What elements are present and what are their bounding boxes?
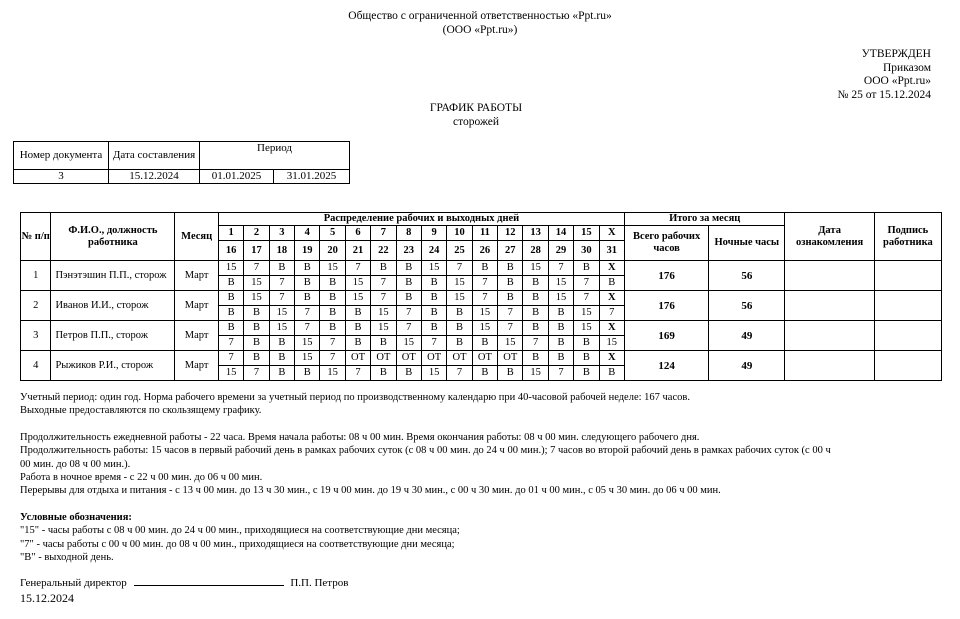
day-cell: В — [218, 276, 243, 291]
day-header-r2: 22 — [371, 241, 396, 261]
signature-cell — [874, 321, 941, 351]
day-header-r2: 27 — [498, 241, 523, 261]
day-cell: 7 — [244, 261, 269, 276]
day-cell: 15 — [269, 321, 294, 336]
day-cell: 15 — [548, 276, 573, 291]
day-cell: В — [498, 366, 523, 381]
doc-number-header: Номер документа — [14, 142, 109, 170]
day-cell: В — [421, 306, 446, 321]
day-cell: В — [599, 366, 624, 381]
day-cell: В — [447, 306, 472, 321]
day-cell: 7 — [218, 336, 243, 351]
note-work-duration-a: Продолжительность работы: 15 часов в первый рабочий день в рамках рабочих суток (с 08 ч 00 мин. до 24 ч 00 мин.); 7 часов во второй рабочий день в рамках рабочих суток (с 00 ч — [20, 445, 831, 457]
day-cell: В — [447, 321, 472, 336]
day-cell: 7 — [371, 276, 396, 291]
day-header-r1: 7 — [371, 226, 396, 241]
day-cell: 15 — [269, 306, 294, 321]
row-month: Март — [175, 291, 219, 321]
day-cell: 15 — [295, 336, 320, 351]
day-cell: В — [548, 306, 573, 321]
day-cell: 15 — [574, 306, 599, 321]
day-cell: 7 — [523, 336, 548, 351]
ack-date-cell — [785, 261, 874, 291]
approval-line1: Приказом — [882, 61, 931, 74]
day-header-r1: 5 — [320, 226, 345, 241]
day-cell: В — [523, 321, 548, 336]
day-cell: 15 — [472, 321, 497, 336]
day-cell: В — [295, 366, 320, 381]
day-cell: В — [396, 276, 421, 291]
day-header-r2: 16 — [218, 241, 243, 261]
day-cell: В — [218, 321, 243, 336]
day-cell: 15 — [447, 291, 472, 306]
month-header: Месяц — [175, 213, 219, 261]
day-cell: ОТ — [345, 351, 370, 366]
night-hours-value: 56 — [709, 291, 785, 321]
day-cell: 7 — [295, 306, 320, 321]
day-cell: 15 — [498, 336, 523, 351]
footer-signature — [20, 576, 348, 590]
day-cell: 15 — [371, 321, 396, 336]
day-cell: 15 — [244, 291, 269, 306]
signature-cell — [874, 261, 941, 291]
employee-name: Петров П.П., сторож — [51, 321, 175, 351]
day-header-r1: 4 — [295, 226, 320, 241]
row-month: Март — [175, 261, 219, 291]
note-daily-duration: Продолжительность ежедневной работы - 22 часа. Время начала работы: 08 ч 00 мин. Время окончания работы: 08 ч 00 мин. следующего рабочего дня. — [20, 431, 700, 443]
day-cell: В — [244, 321, 269, 336]
employee-name: Рыжиков Р.И., сторож — [51, 351, 175, 381]
doc-title-subtitle: сторожей — [453, 116, 499, 128]
day-cell: В — [269, 351, 294, 366]
day-cell: 7 — [269, 276, 294, 291]
night-hours-value: 49 — [709, 321, 785, 351]
day-header-r2: 26 — [472, 241, 497, 261]
day-cell: В — [295, 291, 320, 306]
day-cell: 7 — [472, 276, 497, 291]
day-cell: ОТ — [421, 351, 446, 366]
day-cell: X — [599, 351, 624, 366]
day-cell: 15 — [345, 276, 370, 291]
day-header-r2: 21 — [345, 241, 370, 261]
day-cell: 7 — [472, 291, 497, 306]
day-cell: 15 — [548, 291, 573, 306]
day-cell: 7 — [396, 306, 421, 321]
day-header-r2: 29 — [548, 241, 573, 261]
day-cell: 15 — [472, 306, 497, 321]
day-header-r2: 31 — [599, 241, 624, 261]
day-cell: В — [523, 276, 548, 291]
table-row — [21, 321, 942, 336]
day-cell: В — [599, 276, 624, 291]
night-hours-value: 49 — [709, 351, 785, 381]
day-header-r2: 23 — [396, 241, 421, 261]
day-cell: В — [472, 366, 497, 381]
org-name: Общество с ограниченной ответственностью «Ppt.ru» — [348, 10, 612, 22]
day-header-r2: 18 — [269, 241, 294, 261]
row-month: Март — [175, 321, 219, 351]
day-cell: В — [396, 291, 421, 306]
day-cell: 7 — [295, 321, 320, 336]
day-header-r1: 13 — [523, 226, 548, 241]
day-cell: В — [269, 366, 294, 381]
total-hours-value: 176 — [624, 291, 708, 321]
day-cell: 15 — [244, 276, 269, 291]
day-cell: В — [345, 306, 370, 321]
day-cell: В — [269, 336, 294, 351]
note-night-work: Работа в ночное время - с 22 ч 00 мин. до 06 ч 00 мин. — [20, 472, 263, 484]
day-cell: 7 — [548, 261, 573, 276]
day-cell: X — [599, 291, 624, 306]
totals-header: Итого за месяц — [624, 213, 784, 226]
day-cell: 7 — [421, 336, 446, 351]
day-header-r2: 19 — [295, 241, 320, 261]
day-cell: В — [320, 306, 345, 321]
day-cell: В — [295, 276, 320, 291]
day-cell: 15 — [421, 261, 446, 276]
day-cell: В — [548, 351, 573, 366]
day-cell: 15 — [320, 366, 345, 381]
day-cell: В — [498, 291, 523, 306]
row-number: 3 — [21, 321, 51, 351]
org-short-name: (ООО «Ppt.ru») — [442, 24, 518, 36]
day-header-r1: 8 — [396, 226, 421, 241]
day-cell: 15 — [523, 366, 548, 381]
day-cell: ОТ — [498, 351, 523, 366]
total-hours-value: 124 — [624, 351, 708, 381]
day-cell: 15 — [421, 366, 446, 381]
doc-date-header: Дата составления — [109, 142, 200, 170]
doc-period-to: 31.01.2025 — [274, 170, 350, 184]
day-cell: В — [371, 261, 396, 276]
day-cell: 7 — [574, 291, 599, 306]
day-cell: 15 — [320, 261, 345, 276]
day-cell: 7 — [244, 366, 269, 381]
approval-line3: № 25 от 15.12.2024 — [837, 88, 931, 101]
doc-number-value: 3 — [14, 170, 109, 184]
row-number: 1 — [21, 261, 51, 291]
approval-block — [838, 48, 931, 102]
day-cell: В — [574, 351, 599, 366]
day-cell: X — [599, 321, 624, 336]
day-header-r2: 24 — [421, 241, 446, 261]
day-cell: 7 — [218, 351, 243, 366]
day-cell: 7 — [548, 366, 573, 381]
day-header-r1: 3 — [269, 226, 294, 241]
night-hours-header: Ночные часы — [709, 226, 785, 261]
employee-name: Иванов И.И., сторож — [51, 291, 175, 321]
day-cell: В — [244, 336, 269, 351]
approval-title: УТВЕРЖДЕН — [861, 48, 931, 60]
day-header-r1: 14 — [548, 226, 573, 241]
day-cell: В — [574, 336, 599, 351]
day-cell: В — [218, 291, 243, 306]
day-header-r2: 30 — [574, 241, 599, 261]
day-cell: 7 — [599, 306, 624, 321]
table-row — [21, 261, 942, 276]
day-header-r1: 2 — [244, 226, 269, 241]
day-header-r1: 9 — [421, 226, 446, 241]
ack-date-cell — [785, 351, 874, 381]
table-row — [21, 351, 942, 366]
day-header-r1: 12 — [498, 226, 523, 241]
day-cell: ОТ — [396, 351, 421, 366]
day-header-r1: 1 — [218, 226, 243, 241]
day-cell: 15 — [447, 276, 472, 291]
day-header-r2: 28 — [523, 241, 548, 261]
day-cell: В — [548, 321, 573, 336]
doc-period-header: Период — [200, 142, 350, 170]
legend-title: Условные обозначения: — [20, 511, 132, 523]
day-cell: 15 — [523, 261, 548, 276]
legend-v: "В" - выходной день. — [20, 552, 114, 564]
day-header-r2: 17 — [244, 241, 269, 261]
day-cell: В — [523, 291, 548, 306]
day-cell: 7 — [269, 291, 294, 306]
day-cell: В — [548, 336, 573, 351]
distribution-header: Распределение рабочих и выходных дней — [218, 213, 624, 226]
day-cell: ОТ — [447, 351, 472, 366]
signature-cell — [874, 351, 941, 381]
day-cell: 15 — [371, 306, 396, 321]
day-cell: 7 — [320, 351, 345, 366]
director-name: П.П. Петров — [290, 577, 349, 589]
total-hours-value: 176 — [624, 261, 708, 291]
day-cell: 15 — [599, 336, 624, 351]
day-cell: В — [574, 261, 599, 276]
day-cell: В — [371, 366, 396, 381]
day-cell: В — [320, 291, 345, 306]
row-number: 2 — [21, 291, 51, 321]
doc-title-main: ГРАФИК РАБОТЫ — [429, 102, 523, 114]
note-days-off: Выходные предоставляются по скользящему графику. — [20, 405, 262, 417]
day-cell: X — [599, 261, 624, 276]
day-cell: 15 — [218, 366, 243, 381]
day-cell: В — [421, 276, 446, 291]
doc-period-from: 01.01.2025 — [200, 170, 274, 184]
day-header-r1: X — [599, 226, 624, 241]
day-cell: В — [498, 276, 523, 291]
director-label: Генеральный директор — [20, 577, 127, 589]
day-header-r1: 11 — [472, 226, 497, 241]
footer-date: 15.12.2024 — [20, 591, 74, 605]
org-header — [0, 9, 960, 37]
day-cell: В — [345, 321, 370, 336]
day-cell: В — [345, 336, 370, 351]
day-cell: 7 — [320, 336, 345, 351]
day-cell: 15 — [574, 321, 599, 336]
day-header-r1: 6 — [345, 226, 370, 241]
note-work-duration-b: 00 мин. до 08 ч 00 мин.). — [20, 458, 131, 470]
day-cell: 15 — [396, 336, 421, 351]
doc-date-value: 15.12.2024 — [109, 170, 200, 184]
row-number: 4 — [21, 351, 51, 381]
day-cell: В — [320, 276, 345, 291]
total-hours-value: 169 — [624, 321, 708, 351]
day-cell: В — [218, 306, 243, 321]
day-cell: 7 — [345, 261, 370, 276]
table-row — [21, 291, 942, 306]
day-cell: ОТ — [472, 351, 497, 366]
day-cell: В — [269, 261, 294, 276]
day-cell: 15 — [345, 291, 370, 306]
day-cell: ОТ — [371, 351, 396, 366]
day-cell: 7 — [371, 291, 396, 306]
employee-name: Пэнэтэшин П.П., сторож — [51, 261, 175, 291]
day-cell: В — [371, 336, 396, 351]
signature-cell — [874, 291, 941, 321]
day-header-r1: 10 — [447, 226, 472, 241]
night-hours-value: 56 — [709, 261, 785, 291]
legend-7: "7" - часы работы с 00 ч 00 мин. до 08 ч 00 мин., приходящиеся на соответствующие дни месяца; — [20, 538, 455, 550]
day-cell: В — [244, 351, 269, 366]
day-cell: В — [396, 261, 421, 276]
document-info-table — [13, 141, 350, 184]
note-breaks: Перерывы для отдыха и питания - с 13 ч 00 мин. до 13 ч 30 мин., с 19 ч 00 мин. до 19 ч 30 мин., с 00 ч 30 мин. до 01 ч 00 мин., с 05 ч 30 мин. до 06 ч 00 мин. — [20, 485, 721, 497]
day-cell: 7 — [574, 276, 599, 291]
legend-15: "15" - часы работы с 08 ч 00 мин. до 24 ч 00 мин., приходящиеся на соответствующие дни месяца; — [20, 525, 460, 537]
day-header-r1: 15 — [574, 226, 599, 241]
day-cell: В — [244, 306, 269, 321]
ack-date-cell — [785, 291, 874, 321]
day-cell: В — [421, 291, 446, 306]
fio-header: Ф.И.О., должность работника — [51, 213, 175, 261]
day-cell: В — [396, 366, 421, 381]
day-cell: В — [320, 321, 345, 336]
day-cell: 15 — [218, 261, 243, 276]
day-header-r2: 20 — [320, 241, 345, 261]
day-cell: В — [472, 336, 497, 351]
day-cell: 7 — [498, 321, 523, 336]
day-cell: 7 — [447, 366, 472, 381]
total-hours-header: Всего рабочих часов — [624, 226, 708, 261]
day-header-r2: 25 — [447, 241, 472, 261]
num-header: № п/п — [21, 213, 51, 261]
day-cell: 7 — [447, 261, 472, 276]
schedule-table — [20, 212, 942, 381]
notes-section — [20, 391, 950, 564]
day-cell: 15 — [295, 351, 320, 366]
row-month: Март — [175, 351, 219, 381]
note-accounting-period: Учетный период: один год. Норма рабочего времени за учетный период по производственному календарю при 40-часовой рабочей неделе: 167 часов. — [20, 392, 690, 403]
day-cell: 7 — [345, 366, 370, 381]
day-cell: В — [574, 366, 599, 381]
day-cell: В — [472, 261, 497, 276]
day-cell: В — [295, 261, 320, 276]
day-cell: В — [447, 336, 472, 351]
day-cell: В — [523, 306, 548, 321]
approval-line2: ООО «Ppt.ru» — [863, 75, 931, 88]
doc-title — [380, 101, 572, 129]
signature-header: Подпись работника — [874, 213, 941, 261]
signature-line — [134, 585, 284, 586]
ack-date-header: Дата ознакомления — [785, 213, 874, 261]
day-cell: В — [498, 261, 523, 276]
day-cell: В — [523, 351, 548, 366]
day-cell: 7 — [396, 321, 421, 336]
day-cell: 7 — [498, 306, 523, 321]
day-cell: В — [421, 321, 446, 336]
ack-date-cell — [785, 321, 874, 351]
